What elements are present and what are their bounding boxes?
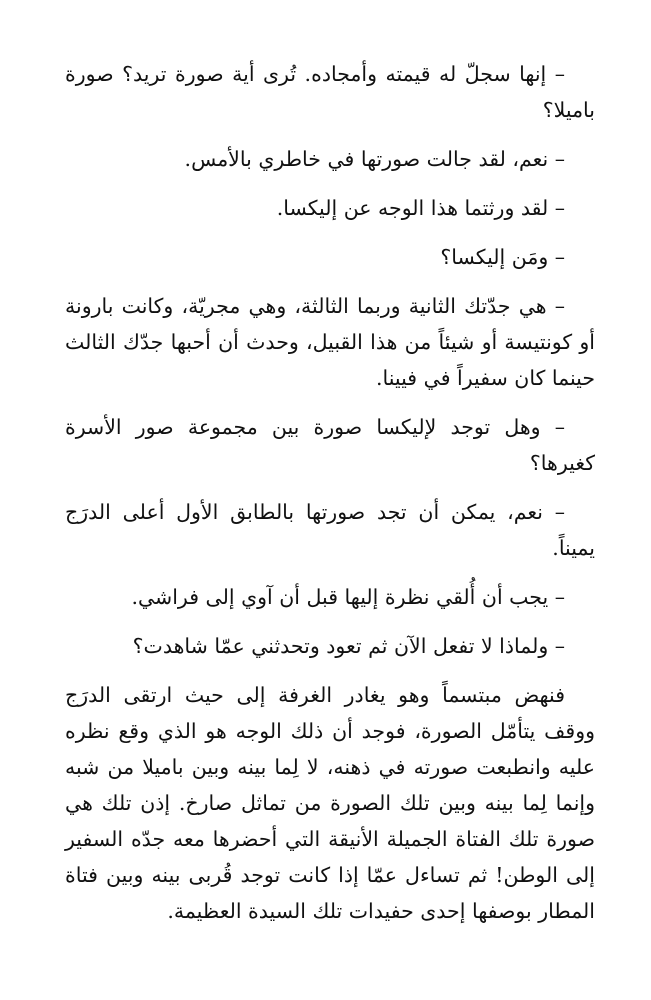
dialog-line: – نعم، لقد جالت صورتها في خاطري بالأمس. [184, 147, 565, 171]
dialog-line: – ولماذا لا تفعل الآن ثم تعود وتحدثني عمّا شاهدت؟ [132, 634, 565, 658]
dialog-line: – إنها سجلّ له قيمته وأمجاده. تُرى أية صورة تريد؟ صورة باميلا؟ [65, 62, 595, 122]
dialog-line: – ومَن إليكسا؟ [440, 245, 565, 269]
dialog-line: – يجب أن أُلقي نظرة إليها قبل أن آوي إلى فراشي. [131, 585, 565, 609]
dialog-line: – وهل توجد لإليكسا صورة بين مجموعة صور الأسرة كغيرها؟ [65, 415, 595, 475]
dialog-line: – نعم، يمكن أن تجد صورتها بالطابق الأول أعلى الدرَج يميناً. [65, 500, 595, 560]
dialog-line: – لقد ورثتما هذا الوجه عن إليكسا. [276, 196, 565, 220]
book-page-text [65, 56, 595, 942]
narrative-paragraph: فنهض مبتسماً وهو يغادر الغرفة إلى حيث ارتقى الدرَج ووقف يتأمّل الصورة، فوجد أن ذلك الوجه هو الذي وقع نظره عليه وانطبعت صورته في ذهنه، لا لِما بينه وبين باميلا من شبه وإنما لِما بينه وبين تلك الصورة من تماثل صارخ. إذن تلك هي صورة تلك الفتاة الجميلة الأنيقة التي أحضرها معه جدّه السفير إلى الوطن! ثم تساءل عمّا إذا كانت توجد قُربى بينه وبين فتاة المطار بوصفها إحدى حفيدات تلك السيدة العظيمة. [65, 683, 595, 923]
dialog-line: – هي جدّتك الثانية وربما الثالثة، وهي مجريّة، وكانت بارونة أو كونتيسة أو شيئاً من هذا القبيل، وحدث أن أحبها جدّك الثالث حينما كان سفيراً في فيينا. [65, 294, 595, 390]
